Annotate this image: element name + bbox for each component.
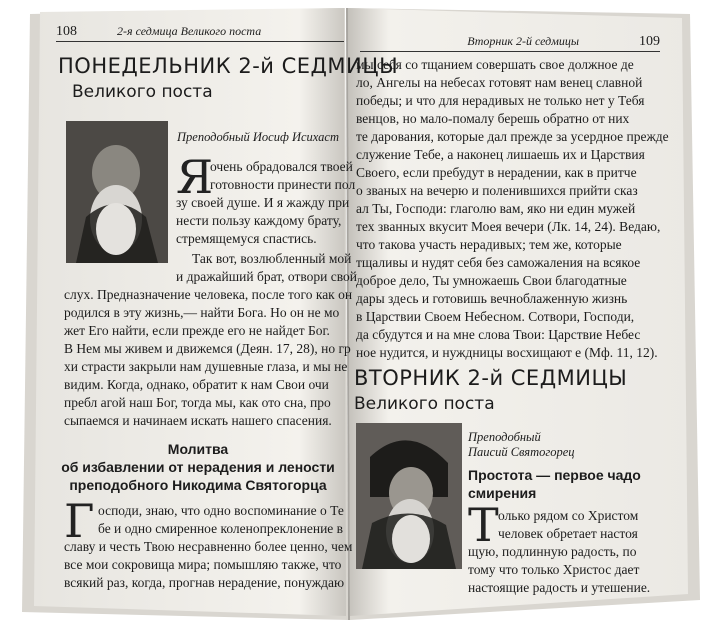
text-line: нести пользу каждому брату,	[176, 213, 342, 228]
text-line: тщаливы и нудят себя без саможаления на всякое	[356, 255, 641, 270]
monday-title: ПОНЕДЕЛЬНИК 2-й СЕДМИЦЫ	[58, 54, 399, 78]
text-line: готовности принести пол	[210, 177, 356, 192]
right-running-head-text: Вторник 2-й седмицы	[467, 34, 579, 48]
text-line: в Царствии Своем Небесном. Сотвори, Господи,	[356, 309, 635, 324]
text-line: жет Его найти, если прежде его не найдет Бог.	[64, 323, 330, 338]
portrait-caption-line: Паисий Святогорец	[468, 445, 575, 459]
text-line: щую, подлинную радость, по	[468, 544, 637, 559]
text-line: слух. Предназначение человека, после того как он	[64, 287, 353, 302]
portrait-caption-line: Преподобный	[468, 430, 541, 444]
text-line: родился в эту жизнь,— найти Бога. Но он не мо	[64, 305, 340, 320]
text-line: пребл агой наш Бог, тогда мы, как ото сна, про	[64, 395, 331, 410]
text-line: хи страсти закрыли нам душевные глаза, и мы не	[64, 359, 348, 374]
text-line: и дражайший брат, отвори свой	[176, 269, 357, 284]
text-line: В Нем мы живем и движемся (Деян. 17, 28), но гр	[64, 341, 351, 356]
tuesday-title: ВТОРНИК 2-й СЕДМИЦЫ	[354, 366, 628, 390]
text-line: победы; и что для нерадивых не только нет у Тебя	[356, 93, 645, 108]
text-line: осподи, знаю, что одно воспоминание о Те	[98, 503, 344, 518]
text-line: служение Тебе, а наконец лишаешь их и Царствия	[356, 147, 645, 162]
text-line: всякий раз, когда, прогнав нерадение, понуждаю	[64, 575, 345, 590]
text-line: все мои сокровища мира; помышляю также, что	[64, 557, 342, 572]
right-running-head	[360, 32, 660, 52]
portrait-paisios-photo	[356, 423, 462, 569]
text-line: дары здесь и готовишь вечноблаженную жизнь	[356, 291, 628, 306]
text-line: доброе дело, Ты умножаешь Свои благодатные	[356, 273, 627, 288]
chapter-title-line: смирения	[468, 485, 537, 501]
text-line: человек обретает настоя	[498, 526, 638, 541]
text-line: славу и честь Твою несравненно более ценно, чем	[64, 539, 353, 554]
text-line: что такова участь нерадивых; тем же, которые	[356, 237, 622, 252]
text-line: о званых на вечерю и поленившихся прийти сказ	[356, 183, 638, 198]
tuesday-subtitle: Великого поста	[354, 394, 495, 414]
text-line: тому что только Христос дает	[468, 562, 640, 577]
portrait-caption: Преподобный Иосиф Исихаст	[177, 130, 340, 144]
prayer-title-line: Молитва	[167, 441, 229, 457]
text-line: да сбудутся и на мне слова Твои: Царствие Небес	[356, 327, 641, 342]
monday-subtitle: Великого поста	[72, 82, 213, 102]
left-page-number: 108	[56, 23, 77, 39]
left-page	[52, 18, 399, 610]
text-line: те дарования, которые дал прежде за усердное прежде	[356, 129, 669, 144]
text-line: ло, Ангелы на небесах готовят нам венец славной	[356, 75, 643, 90]
prayer-title-line: преподобного Никодима Святогорца	[69, 477, 327, 493]
text-line: тех званных вкусит Моея вечери (Лк. 14, 24). Ведаю,	[356, 219, 661, 234]
text-line: зу своей душе. И я жажду при	[176, 195, 350, 210]
text-line: бе и одно смиренное коленопреклонение в	[98, 521, 344, 536]
text-line: Так вот, возлюбленный мой	[192, 251, 352, 266]
text-line: сыпаемся и начинаем искать нашего спасения.	[64, 413, 332, 428]
right-page	[350, 30, 675, 595]
chapter-title-line: Простота — первое чадо	[468, 467, 641, 483]
quote-dropcap: Т	[468, 498, 499, 552]
right-page-number: 109	[639, 33, 660, 49]
left-running-head	[56, 22, 344, 42]
text-line: ал Ты, Господи: глаголю вам, яко ни един мужей	[356, 201, 636, 216]
left-running-head-text: 2-я седмица Великого поста	[117, 24, 262, 38]
prayer-title-line: об избавлении от нерадения и лености	[61, 459, 335, 475]
paragraph-dropcap: Я	[176, 150, 214, 204]
text-line: очень обрадовался твоей	[210, 159, 353, 174]
text-line: венцов, но мало-помалу берешь обратно от них	[356, 111, 630, 126]
text-line: настоящие радость и утешение.	[468, 580, 651, 595]
text-line: стремящемуся спастись.	[176, 231, 317, 246]
prayer-dropcap: Г	[64, 494, 95, 548]
text-line: мы себя со тщанием совершать свое должное де	[356, 57, 634, 72]
text-line: видим. Когда, однако, обратит к нам Свои очи	[64, 377, 329, 392]
text-line: олько рядом со Христом	[498, 508, 639, 523]
text-line: Своего, если пребудут в нерадении, как в притче	[356, 165, 637, 180]
portrait-iosif-photo	[66, 121, 168, 263]
text-line: ное нудится, и нуждницы восхищают е (Мф. 11, 12).	[356, 345, 658, 360]
